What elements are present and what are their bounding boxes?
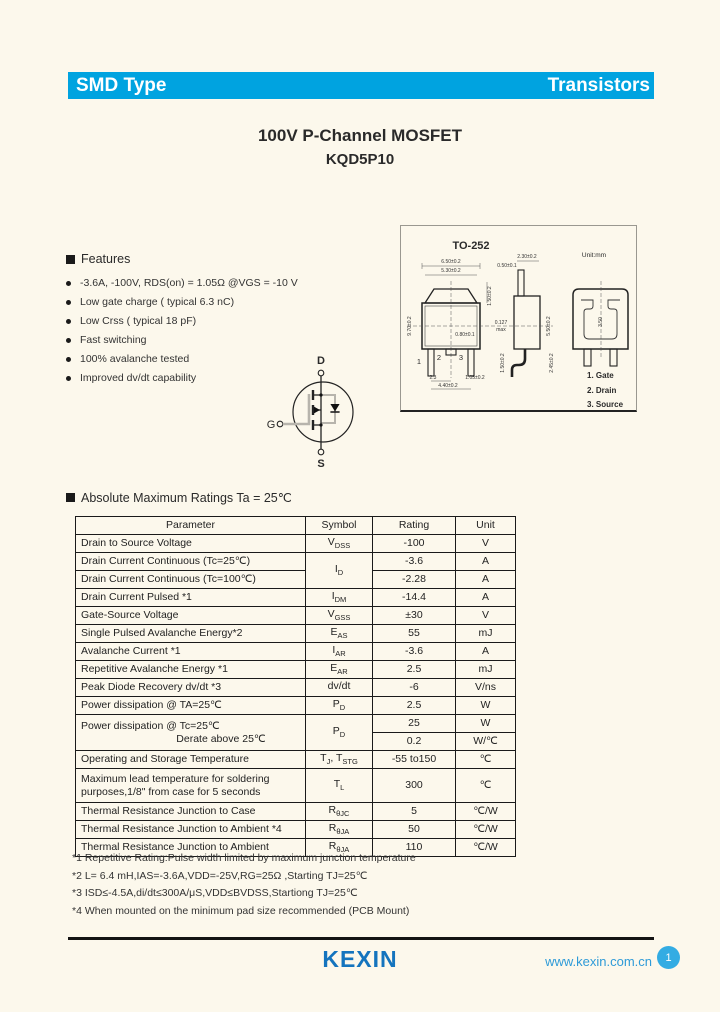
list-item: Improved dv/dt capability (66, 369, 396, 388)
lead-3-front (468, 349, 474, 376)
dim-side-top: 2.30±0.2 (517, 254, 537, 260)
header-band (68, 72, 654, 99)
package-body-side (514, 296, 540, 349)
dim-back-width: 3.50 (598, 317, 604, 327)
bullet-icon (66, 338, 71, 343)
col-unit: Unit (456, 517, 516, 535)
unit-label: Unit:mm (581, 252, 607, 259)
dim-side-min: 0.127 (494, 320, 508, 326)
features-heading-text: Features (81, 252, 131, 266)
table-row: Peak Diode Recovery dv/dt *3 dv/dt -6 V/ns (76, 679, 516, 697)
drain-terminal (318, 370, 324, 376)
dim-lead-width: 1.05±0.2 (465, 375, 485, 381)
bullet-icon (66, 376, 71, 381)
dim-side-lead-a: 1.50±0.2 (500, 353, 506, 373)
table-row: Drain Current Continuous (Tc=25℃) $I_D$ -3.6 A (76, 553, 516, 571)
col-rating: Rating (373, 517, 456, 535)
body-diode-branch (321, 395, 335, 423)
pin-number-1: 1 (416, 357, 422, 366)
table-row: Maximum lead temperature for soldering purposes,1/8" from case for 5 seconds $T_L$ 300 ℃ (76, 769, 516, 803)
pin-number-2: 2 (436, 353, 442, 362)
dim-front-width-outer: 6.50±0.2 (441, 259, 461, 265)
table-header-row (76, 517, 516, 535)
header-right: Transistors (547, 74, 650, 96)
list-item: 100% avalanche tested (66, 350, 396, 369)
table-row: Power dissipation @ TA=25℃ $P_D$ 2.5 W (76, 697, 516, 715)
dim-lead-span: 4.40±0.2 (438, 383, 458, 389)
dim-center-lead: 0.80±0.1 (455, 332, 475, 338)
kexin-logo: KEXIN (322, 945, 398, 973)
table-row: Avalanche Current *1 $I_{AR}$ -3.6 A (76, 643, 516, 661)
dim-side-tab: 0.50±0.1 (497, 263, 517, 269)
section-marker-icon (66, 493, 75, 502)
bullet-icon (66, 300, 71, 305)
dim-front-width-inner: 5.30±0.2 (441, 268, 461, 274)
absolute-maximum-ratings-table (75, 516, 516, 857)
table-row: Repetitive Avalanche Energy *1 $E_{AR}$ 2.5 mJ (76, 661, 516, 679)
bullet-icon (66, 319, 71, 324)
ratings-heading-text: Absolute Maximum Ratings Ta = 25℃ (81, 491, 292, 505)
pin-label-source: 3. Source (587, 400, 624, 409)
lead-bend-side (512, 349, 525, 377)
list-item: -3.6A, -100V, RDS(on) = 1.05Ω @VGS = -10 V (66, 274, 396, 293)
symbol-enclosure-circle (293, 382, 353, 442)
lead-1-front (428, 349, 434, 376)
header-left: SMD Type (76, 74, 167, 96)
website-link[interactable]: www.kexin.com.cn (545, 954, 652, 969)
package-drawing-panel (400, 225, 637, 412)
table-row: Power dissipation @ Tc=25℃ Derate above 25℃ $P_D$ 25 W (76, 715, 516, 733)
bullet-icon (66, 281, 71, 286)
table-row: Operating and Storage Temperature $T_J$, $T_{STG}$ -55 to150 ℃ (76, 751, 516, 769)
gate-label: G (266, 419, 276, 431)
dim-lead-pitch: 2.3 (429, 375, 437, 381)
source-terminal (318, 449, 324, 455)
table-row: 0.2 W/℃ (76, 733, 516, 751)
section-marker-icon (66, 255, 75, 264)
table-row: Gate-Source Voltage $V_{GSS}$ ±30 V (76, 607, 516, 625)
pin-number-3: 3 (458, 353, 464, 362)
lead-1-back (584, 349, 591, 366)
dim-side-min-unit: max (496, 327, 506, 333)
page-title (0, 126, 720, 168)
dim-tab-height: 1.50±0.2 (487, 286, 493, 306)
dim-body-height: 9.70±0.2 (407, 316, 413, 336)
dim-side-height: 5.50±0.2 (546, 316, 552, 336)
footnote: *4 When mounted on the minimum pad size recommended (PCB Mount) (72, 904, 410, 917)
diode-icon (330, 404, 339, 412)
table-row: Thermal Resistance Junction to Case $R_{\theta JC}$ 5 ℃/W (76, 803, 516, 821)
table-row: Thermal Resistance Junction to Ambient $R_{\theta JA}$ 110 ℃/W (76, 839, 516, 857)
list-item: Low Crss ( typical 18 pF) (66, 312, 396, 331)
dim-side-lead-b: 2.45±0.2 (549, 353, 555, 373)
list-item: Fast switching (66, 331, 396, 350)
footer-rule (68, 937, 654, 940)
table-row: Drain Current Pulsed *1 $I_{DM}$ -14.4 A (76, 589, 516, 607)
col-symbol: Symbol (306, 517, 373, 535)
table-row: Drain Current Continuous (Tc=100℃) -2.28 A (76, 571, 516, 589)
footnote: *2 L= 6.4 mH,IAS=-3.6A,VDD=-25V,RG=25Ω ,Starting TJ=25℃ (72, 869, 368, 882)
mosfet-symbol-diagram (263, 348, 393, 483)
footnotes (72, 850, 416, 920)
bullet-icon (66, 357, 71, 362)
page-number-badge: 1 (657, 946, 680, 969)
footnote: *1 Repetitive Rating:Pulse width limited by maximum junction temperature (72, 852, 416, 864)
package-name: TO-252 (452, 240, 490, 252)
channel-arrow-icon (314, 407, 320, 414)
pin-label-drain: 2. Drain (587, 386, 617, 395)
title-line2: KQD5P10 (325, 151, 395, 168)
col-parameter: Parameter (76, 517, 306, 535)
ratings-heading (66, 490, 292, 505)
gate-terminal (277, 421, 283, 427)
source-label: S (317, 458, 325, 470)
pin-label-gate: 1. Gate (587, 371, 614, 380)
lead-3-back (610, 349, 617, 366)
list-item: Low gate charge ( typical 6.3 nC) (66, 293, 396, 312)
table-row: Drain to Source Voltage $V_{DSS}$ -100 V (76, 535, 516, 553)
features-heading (66, 252, 396, 266)
footnote: *3 ISD≤-4.5A,di/dt≤300A/μS,VDD≤BVDSS,Startiong TJ=25℃ (72, 887, 358, 899)
tab-side (518, 270, 524, 296)
table-row: Thermal Resistance Junction to Ambient *4 $R_{\theta JA}$ 50 ℃/W (76, 821, 516, 839)
title-line1: 100V P-Channel MOSFET (257, 126, 463, 145)
table-row: Single Pulsed Avalanche Energy*2 $E_{AS}$ 55 mJ (76, 625, 516, 643)
drain-label: D (317, 355, 325, 367)
